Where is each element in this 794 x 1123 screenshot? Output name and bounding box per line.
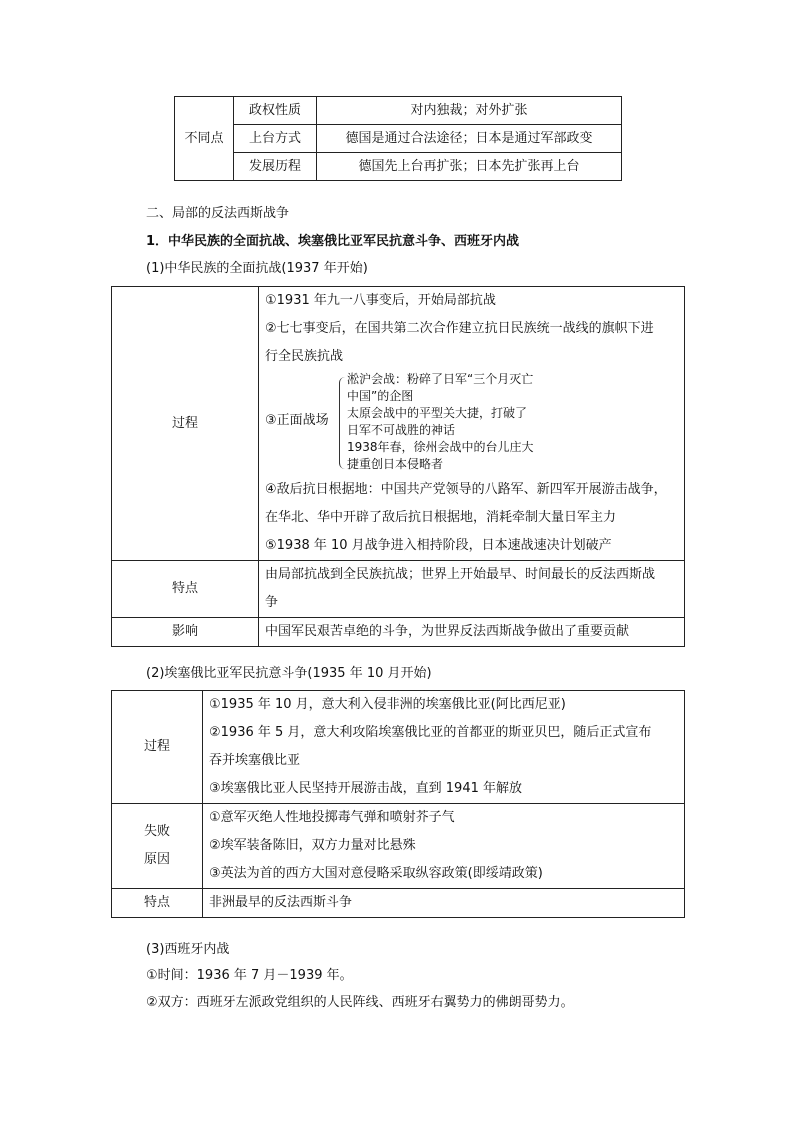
row-label: 上台方式 bbox=[234, 125, 317, 153]
list-item: ③埃塞俄比亚人民坚持开展游击战，直到 1941 年解放 bbox=[209, 781, 523, 796]
battle-line: 淞沪会战：粉碎了日军“三个月灭亡 bbox=[347, 372, 534, 386]
impact-label: 影响 bbox=[112, 618, 259, 647]
failure-label-line: 失败 bbox=[143, 824, 170, 839]
table-row bbox=[112, 618, 685, 647]
part3-sides-line: ②双方：西班牙左派政党组织的人民阵线、西班牙右翼势力的佛朗哥势力。 bbox=[146, 995, 574, 1010]
process-label: 过程 bbox=[112, 287, 259, 561]
table-row bbox=[112, 691, 685, 804]
front-battlefield-label: ③正面战场 bbox=[265, 413, 329, 428]
front-battlefield-block bbox=[265, 371, 678, 476]
part1-heading: (1)中华民族的全面抗战(1937 年开始) bbox=[146, 261, 368, 276]
list-item: 吞并埃塞俄比亚 bbox=[209, 753, 301, 768]
process-label: 过程 bbox=[112, 691, 203, 804]
process-cell bbox=[259, 287, 685, 561]
battle-list bbox=[347, 371, 534, 473]
feature-label: 特点 bbox=[112, 889, 203, 918]
group-label-cell: 不同点 bbox=[175, 97, 234, 181]
table-row bbox=[112, 287, 685, 561]
list-item: ③英法为首的西方大国对意侵略采取纵容政策(即绥靖政策) bbox=[209, 866, 543, 881]
impact-value: 中国军民艰苦卓绝的斗争，为世界反法西斯战争做出了重要贡献 bbox=[259, 618, 685, 647]
row-label: 政权性质 bbox=[234, 97, 317, 125]
table-row bbox=[112, 889, 685, 918]
list-item: ④敌后抗日根据地：中国共产党领导的八路军、新四军开展游击战争， bbox=[265, 482, 667, 497]
table-row bbox=[112, 561, 685, 618]
feature-line: 争 bbox=[265, 595, 279, 610]
row-value: 对内独裁；对外扩张 bbox=[317, 97, 622, 125]
feature-line: 由局部抗战到全民族抗战；世界上开始最早、时间最长的反法西斯战 bbox=[265, 567, 656, 582]
china-war-table bbox=[111, 286, 685, 647]
row-value: 德国是通过合法途径；日本是通过军部政变 bbox=[317, 125, 622, 153]
part3-heading: (3)西班牙内战 bbox=[146, 942, 230, 957]
battle-line: 1938年春，徐州会战中的台儿庄大 bbox=[347, 440, 534, 454]
battle-line: 太原会战中的平型关大捷，打破了 bbox=[347, 406, 528, 420]
feature-cell bbox=[259, 561, 685, 618]
row-label: 发展历程 bbox=[234, 153, 317, 181]
list-item: ②埃军装备陈旧，双方力量对比悬殊 bbox=[209, 838, 416, 853]
failure-label-line: 原因 bbox=[143, 852, 170, 867]
failure-label bbox=[112, 804, 203, 889]
table-row bbox=[112, 804, 685, 889]
battle-line: 日军不可战胜的神话 bbox=[347, 423, 456, 437]
list-item: ①1935 年 10 月，意大利入侵非洲的埃塞俄比亚(阿比西尼亚) bbox=[209, 697, 566, 712]
battle-line: 捷重创日本侵略者 bbox=[347, 457, 444, 471]
list-item: ①1931 年九一八事变后，开始局部抗战 bbox=[265, 293, 496, 308]
feature-label: 特点 bbox=[112, 561, 259, 618]
subsection-title: 1．中华民族的全面抗战、埃塞俄比亚军民抗意斗争、西班牙内战 bbox=[146, 234, 520, 249]
part3-time-line: ①时间：1936 年 7 月－1939 年。 bbox=[146, 968, 353, 983]
ethiopia-war-table bbox=[111, 690, 685, 918]
row-value: 德国先上台再扩张；日本先扩张再上台 bbox=[317, 153, 622, 181]
battle-line: 中国”的企图 bbox=[347, 389, 414, 403]
section-title: 二、局部的反法西斯战争 bbox=[146, 206, 290, 221]
list-item: ②1936 年 5 月，意大利攻陷埃塞俄比亚的首都亚的斯亚贝巴，随后正式宣布 bbox=[209, 725, 652, 740]
list-item: 行全民族抗战 bbox=[265, 349, 344, 364]
failure-cell bbox=[203, 804, 685, 889]
list-item: ⑤1938 年 10 月战争进入相持阶段，日本速战速决计划破产 bbox=[265, 538, 612, 553]
table-row bbox=[175, 97, 622, 125]
table-row bbox=[175, 153, 622, 181]
list-item: ②七七事变后，在国共第二次合作建立抗日民族统一战线的旗帜下进 bbox=[265, 321, 654, 336]
list-item: 在华北、华中开辟了敌后抗日根据地，消耗牵制大量日军主力 bbox=[265, 510, 617, 525]
table-row bbox=[175, 125, 622, 153]
process-cell bbox=[203, 691, 685, 804]
feature-value: 非洲最早的反法西斯斗争 bbox=[203, 889, 685, 918]
list-item: ①意军灭绝人性地投掷毒气弹和喷射芥子气 bbox=[209, 810, 455, 825]
part2-heading: (2)埃塞俄比亚军民抗意斗争(1935 年 10 月开始) bbox=[146, 666, 432, 681]
comparison-table bbox=[174, 96, 622, 181]
